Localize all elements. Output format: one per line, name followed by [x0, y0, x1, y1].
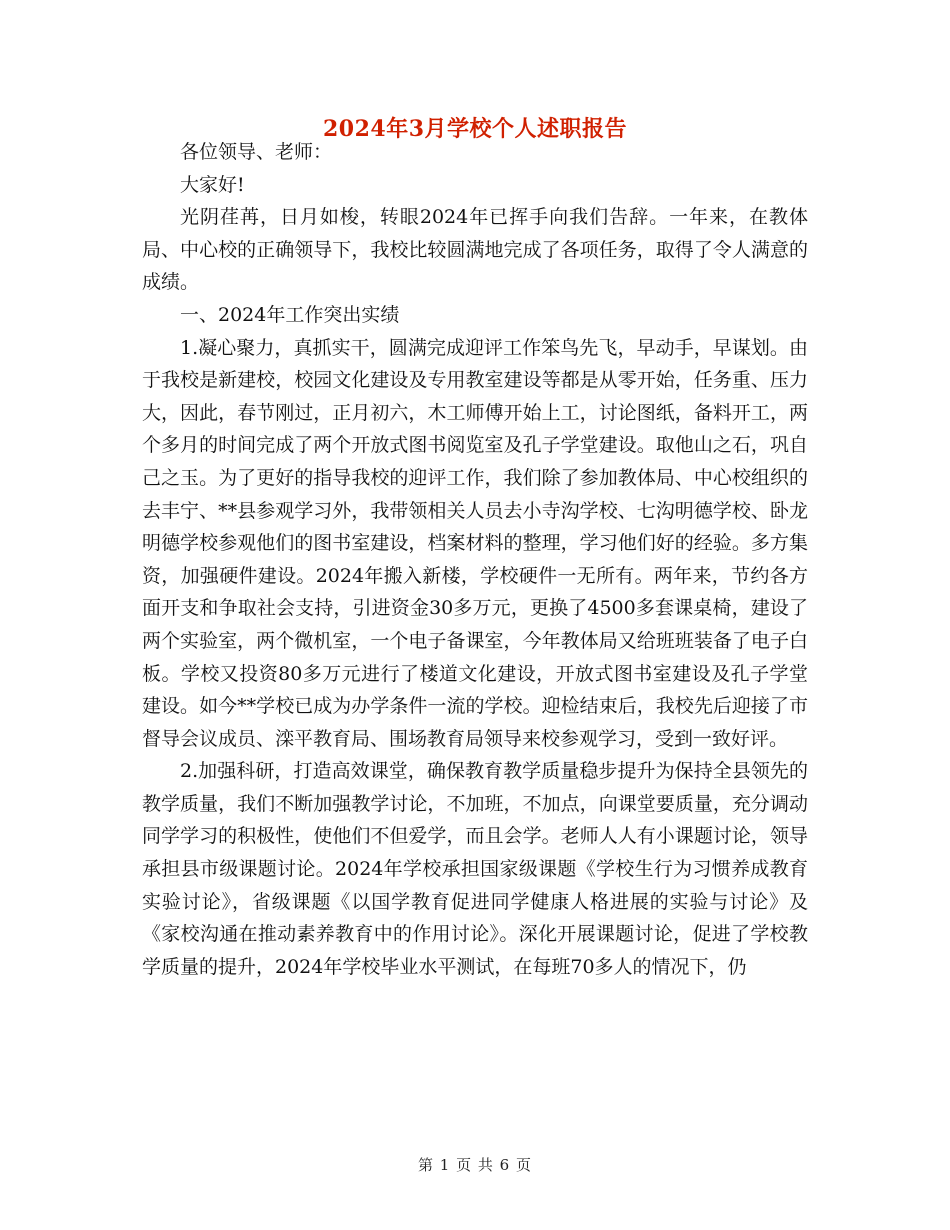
salutation: 各位领导、老师： — [180, 141, 333, 163]
document-title: 2024年3月学校个人述职报告 — [322, 116, 628, 142]
page-footer: 第 1 页 共 6 页 — [418, 1156, 532, 1174]
body-paragraph: 1.凝心聚力，真抓实干，圆满完成迎评工作笨鸟先飞，早动手，早谋划。由于我校是新建校，校园文化建设及专用教室建设等都是从零开始，任务重、压力大，因此，春节刚过，正月初六，木工师傅开始上工，讨论图纸，备料开工，两个多月的时间完成了两个开放式图书阅览室及孔子学堂建设。取他山之石，巩自己之玉。为了更好的指导我校的迎评工作，我们除了参加教体局、中心校组织的去丰宁、**县参观学习外，我带领相关人员去小寺沟学校、七沟明德学校、卧龙明德学校参观他们的图书室建设，档案材料的整理，学习他们好的经验。多方集资，加强硬件建设。2024年搬入新楼，学校硬件一无所有。两年来，节约各方面开支和争取社会支持，引进资金30多万元，更换了4500多套课桌椅，建设了两个实验室，两个微机室，一个电子备课室，今年教体局又给班班装备了电子白板。学校又投资80多万元进行了楼道文化建设，开放式图书室建设及孔子学堂建设。如今**学校已成为办学条件一流的学校。迎检结束后，我校先后迎接了市督导会议成员、滦平教育局、围场教育局领导来校参观学习，受到一致好评。 — [142, 336, 808, 750]
intro-paragraph: 光阴荏苒，日月如梭，转眼2024年已挥手向我们告辞。一年来，在教体局、中心校的正确领导下，我校比较圆满地完成了各项任务，取得了令人满意的成绩。 — [142, 206, 808, 294]
greeting: 大家好! — [180, 173, 245, 196]
document-body — [142, 136, 808, 983]
body-paragraph: 2.加强科研，打造高效课堂，确保教育教学质量稳步提升为保持全县领先的教学质量，我们不断加强教学讨论，不加班，不加点，向课堂要质量，充分调动同学学习的积极性，使他们不但爱学，而且会学。老师人人有小课题讨论，领导承担县市级课题讨论。2024年学校承担国家级课题《学校生行为习惯养成教育实验讨论》，省级课题《以国学教育促进同学健康人格进展的实验与讨论》及《家校沟通在推动素养教育中的作用讨论》。深化开展课题讨论，促进了学校教学质量的提升，2024年学校毕业水平测试，在每班70多人的情况下，仍 — [142, 760, 808, 978]
section-heading: 一、2024年工作突出实绩 — [180, 303, 400, 326]
